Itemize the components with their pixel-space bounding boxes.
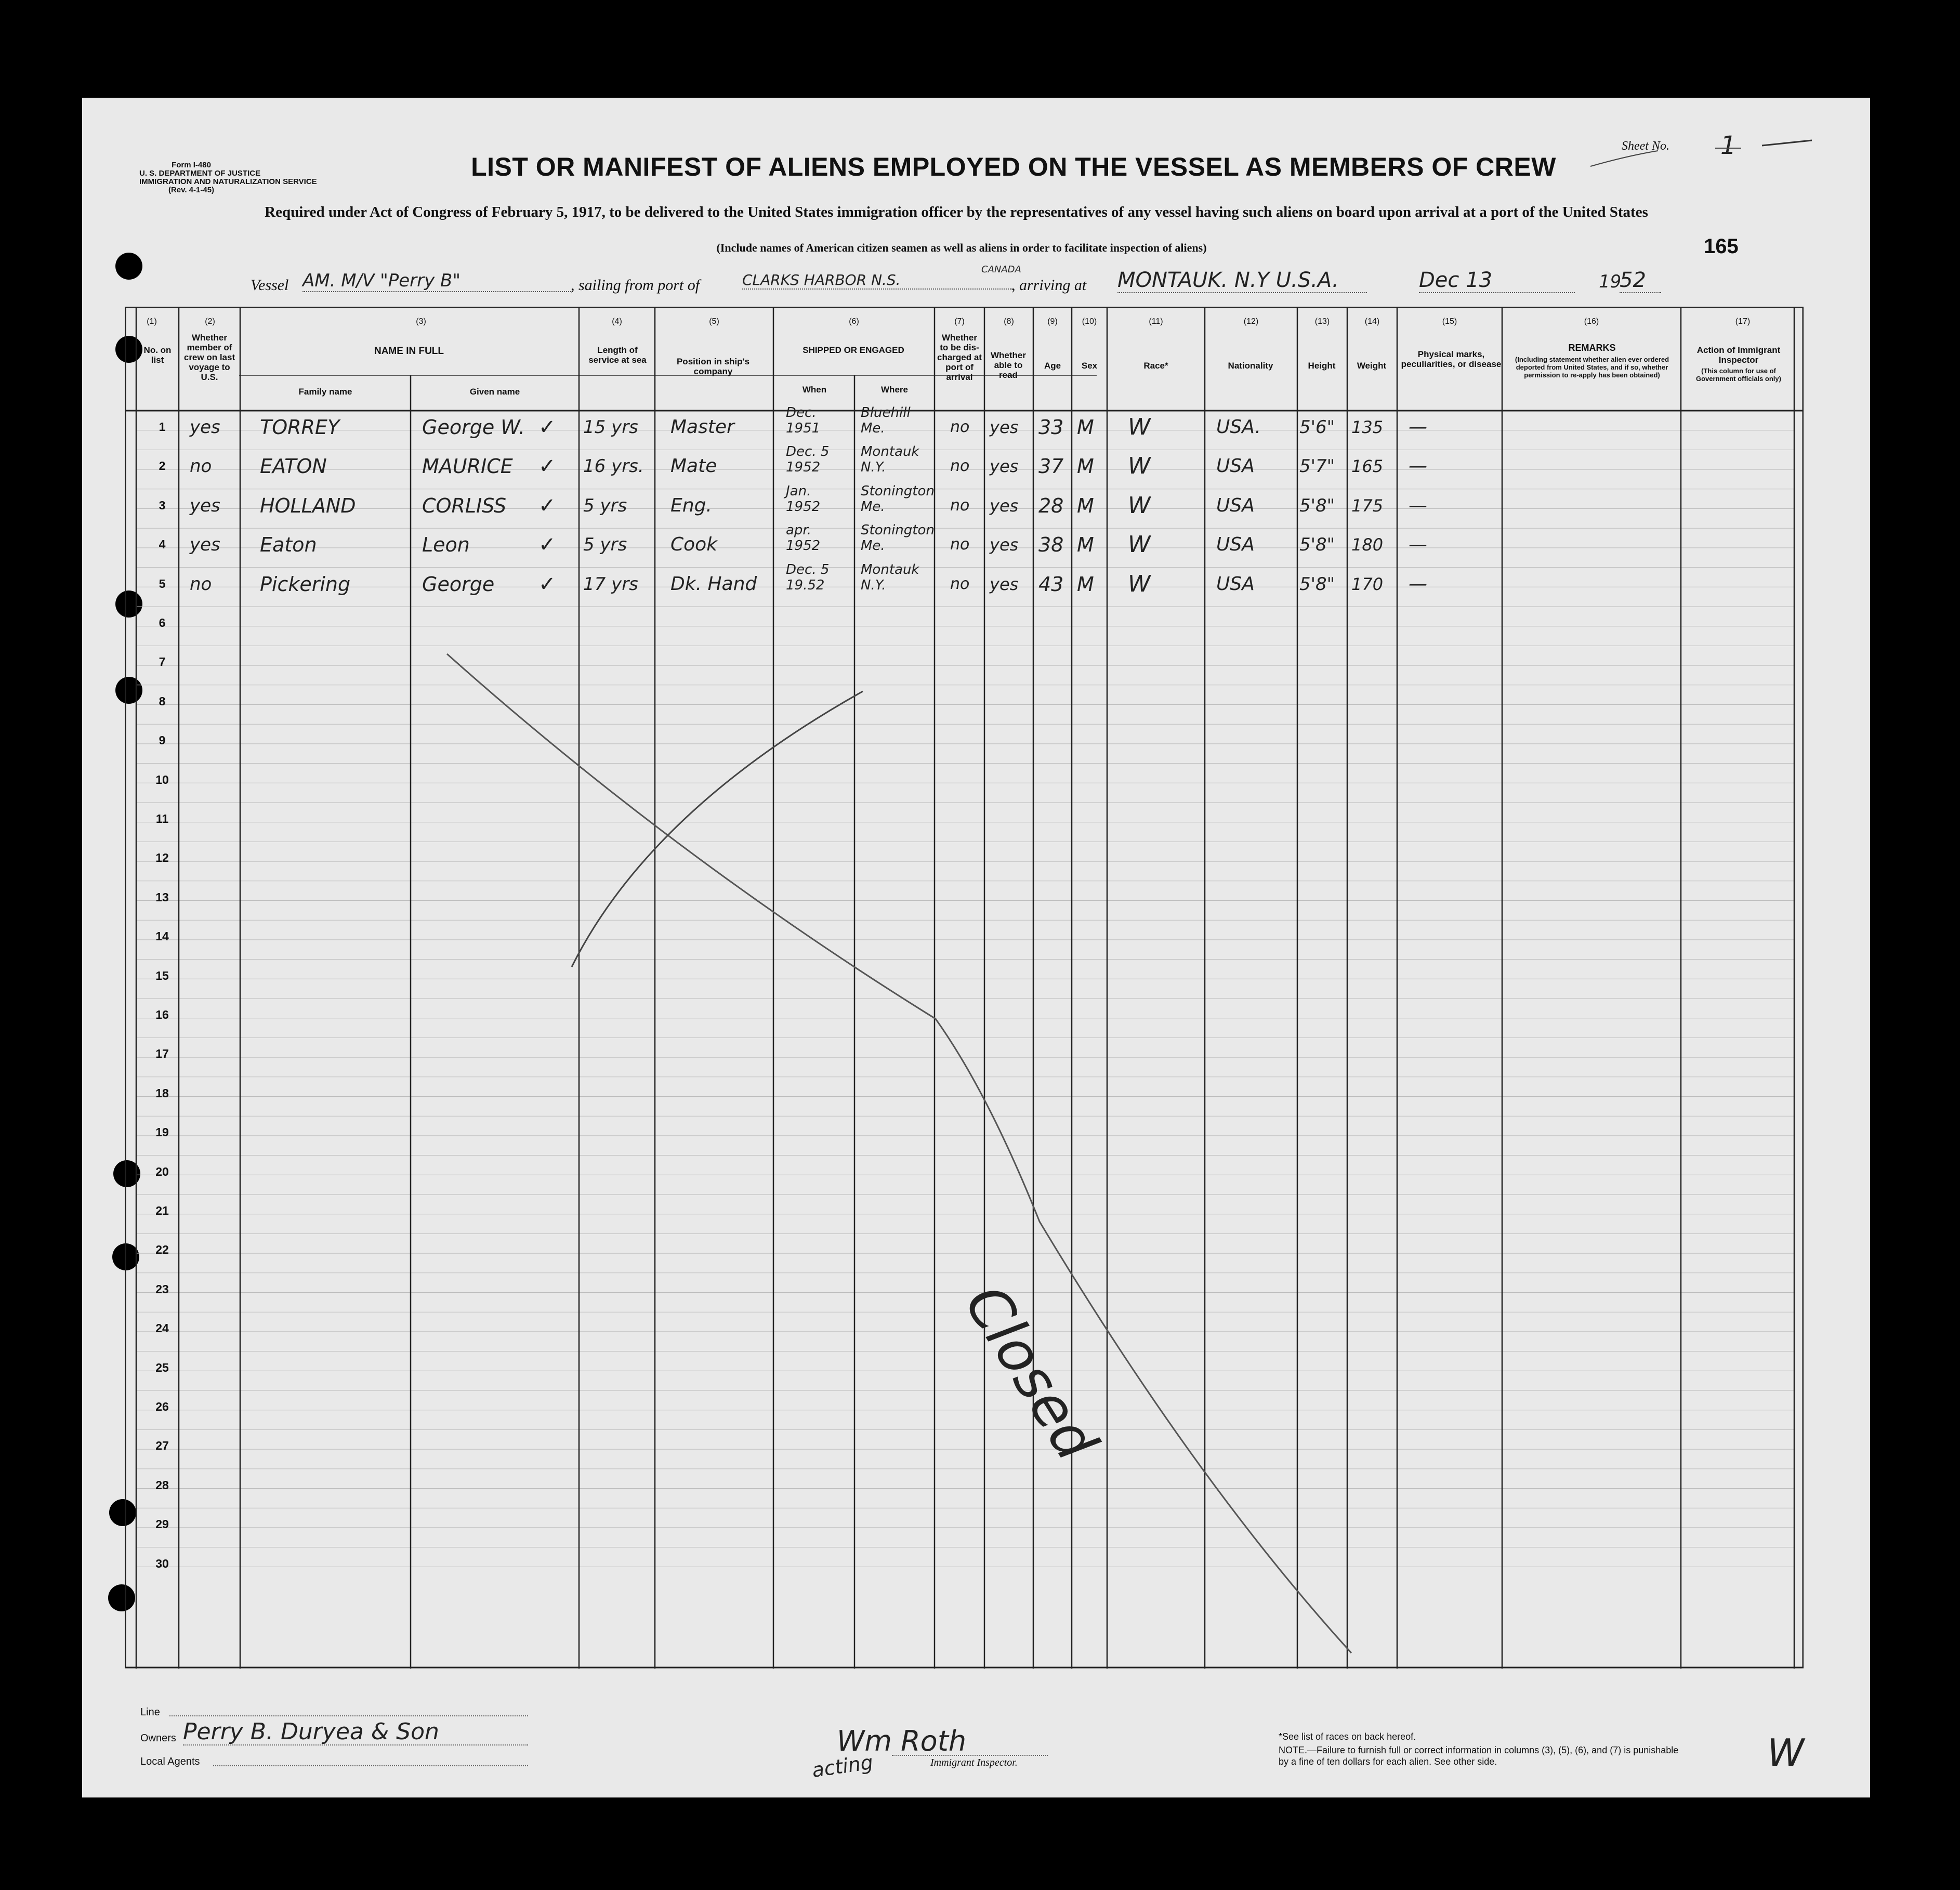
header-no-on-list: No. on list: [143, 345, 172, 365]
shipped-when-cell: Dec. 5: [786, 561, 830, 578]
shipped-when-cell: 1952: [786, 460, 821, 476]
arriving-port: MONTAUK. N.Y U.S.A.: [1117, 268, 1367, 293]
check-mark: ✓: [538, 415, 556, 439]
crew-member-cell: yes: [190, 417, 220, 438]
row-number: 1: [159, 420, 166, 434]
shipped-where-cell: Me.: [861, 538, 885, 554]
col-num-9: (9): [1047, 317, 1058, 326]
given-name-cell: CORLISS: [422, 494, 507, 517]
shipped-where-cell: N.Y.: [861, 460, 886, 476]
height-cell: 5'8": [1299, 534, 1335, 556]
header-shipped-engaged: SHIPPED OR ENGAGED: [803, 345, 904, 355]
marks-cell: —: [1409, 494, 1427, 516]
sailing-port: CLARKS HARBOR N.S.: [742, 271, 1012, 290]
header-given-name: Given name: [469, 387, 520, 397]
col-num-14: (14): [1364, 317, 1380, 326]
page-subnote: (Include names of American citizen seamen as well as aliens in order to facilitate inspection of aliens): [716, 241, 1207, 254]
punch-hole: [115, 253, 142, 280]
height-cell: 5'8": [1299, 495, 1335, 516]
row-number: 27: [155, 1439, 169, 1453]
header-remarks: REMARKS: [1568, 343, 1616, 353]
form-number: Form I-480: [172, 161, 211, 169]
sailing-label: , sailing from port of: [571, 277, 700, 294]
nationality-cell: USA: [1216, 534, 1255, 556]
header-where: Where: [881, 385, 908, 395]
shipped-where-cell: Me.: [861, 421, 885, 436]
nationality-cell: USA: [1216, 455, 1255, 477]
header-when: When: [802, 385, 827, 395]
col-num-17: (17): [1735, 317, 1751, 326]
row-number: 8: [159, 694, 166, 708]
header-name-in-full: NAME IN FULL: [374, 346, 444, 357]
page-subtitle: Required under Act of Congress of February 5, 1917, to be delivered to the United States immigration officer by the representatives of any vessel having such aliens on board upon arrival at a port of the United States: [265, 204, 1648, 220]
given-name-cell: MAURICE: [422, 455, 513, 478]
family-name-cell: Pickering: [260, 572, 351, 596]
crew-member-cell: yes: [190, 534, 220, 556]
nationality-cell: USA: [1216, 494, 1255, 516]
marks-cell: —: [1409, 534, 1427, 556]
position-cell: Cook: [670, 534, 718, 556]
row-number: 20: [155, 1164, 169, 1178]
shipped-where-cell: Stonington: [861, 483, 935, 499]
position-cell: Dk. Hand: [670, 573, 757, 595]
discharged-cell: no: [950, 496, 970, 515]
row-number: 29: [155, 1517, 169, 1531]
able-read-cell: yes: [990, 495, 1019, 516]
age-cell: 28: [1038, 494, 1064, 517]
able-read-cell: yes: [990, 574, 1019, 594]
shipped-when-cell: 1952: [786, 498, 821, 515]
service-length-cell: 17 yrs: [583, 573, 638, 595]
service-length-cell: 15 yrs: [583, 417, 638, 438]
row-number: 16: [155, 1008, 169, 1021]
form-service: IMMIGRATION AND NATURALIZATION SERVICE: [139, 177, 317, 186]
form-revision: (Rev. 4-1-45): [168, 186, 215, 194]
sheet-value: 1: [1720, 131, 1737, 160]
shipped-where-cell: Me.: [861, 498, 885, 515]
vessel-label: Vessel: [251, 277, 289, 294]
header-able-read: Whether able to read: [991, 350, 1026, 380]
height-cell: 5'8": [1299, 573, 1335, 595]
row-number: 4: [159, 537, 166, 552]
agents-field: [213, 1765, 528, 1766]
height-cell: 5'6": [1299, 417, 1335, 438]
col-num-5: (5): [709, 317, 719, 326]
discharged-cell: no: [950, 535, 970, 554]
discharged-cell: no: [950, 457, 970, 476]
shipped-when-cell: 1951: [786, 421, 821, 436]
header-remarks-note: (Including statement whether alien ever ordered deported from United States, and if so, whether permission to re-apply has been obtained): [1515, 356, 1669, 379]
check-mark: ✓: [538, 572, 556, 596]
header-action-note: (This column for use of Government officials only): [1696, 367, 1781, 383]
sex-cell: M: [1077, 572, 1094, 596]
weight-cell: 180: [1351, 535, 1384, 555]
initials-mark: W: [1767, 1731, 1805, 1775]
given-name-cell: George W.: [422, 416, 525, 439]
weight-cell: 175: [1351, 495, 1384, 516]
col-num-11: (11): [1149, 317, 1163, 326]
age-cell: 38: [1038, 533, 1064, 557]
row-number: 10: [155, 772, 169, 786]
row-number: 12: [155, 851, 169, 865]
discharged-cell: no: [950, 418, 970, 436]
header-race: Race*: [1143, 361, 1168, 371]
shipped-when-cell: 1952: [786, 538, 821, 554]
owners-label: Owners: [140, 1732, 176, 1744]
header-physical: Physical marks, peculiarities, or disease: [1401, 349, 1502, 369]
check-mark: ✓: [538, 533, 556, 557]
sex-cell: M: [1077, 416, 1094, 439]
agents-label: Local Agents: [140, 1756, 200, 1767]
line-field: [169, 1715, 528, 1716]
sheet-label: Sheet No.: [1622, 139, 1669, 153]
row-number: 5: [159, 576, 166, 590]
shipped-when-cell: Jan.: [786, 483, 811, 499]
row-number: 18: [155, 1086, 169, 1100]
shipped-where-cell: Bluehill: [861, 405, 911, 421]
position-cell: Eng.: [670, 494, 712, 516]
height-cell: 5'7": [1299, 456, 1335, 477]
marks-cell: —: [1409, 416, 1427, 438]
row-number: 15: [155, 968, 169, 982]
owners-field: [183, 1744, 528, 1745]
family-name-cell: HOLLAND: [260, 494, 356, 517]
arrival-date: Dec 13: [1419, 268, 1575, 293]
inspector-label: Immigrant Inspector.: [930, 1757, 1018, 1768]
weight-cell: 170: [1351, 574, 1384, 594]
col-num-4: (4): [612, 317, 622, 326]
family-name-cell: Eaton: [260, 533, 317, 557]
able-read-cell: yes: [990, 417, 1019, 437]
col-num-6: (6): [849, 317, 859, 326]
header-height: Height: [1308, 361, 1336, 371]
row-number: 17: [155, 1047, 169, 1061]
row-number: 14: [155, 929, 169, 943]
crew-member-cell: yes: [190, 495, 220, 516]
col-num-3: (3): [416, 317, 426, 326]
position-cell: Master: [670, 416, 734, 438]
col-num-15: (15): [1442, 317, 1457, 326]
owners-value: Perry B. Duryea & Son: [183, 1718, 439, 1745]
col-num-7: (7): [954, 317, 965, 326]
row-number: 2: [159, 459, 166, 473]
form-department: U. S. DEPARTMENT OF JUSTICE: [139, 169, 261, 178]
col-num-10: (10): [1082, 317, 1097, 326]
weight-cell: 165: [1351, 456, 1384, 477]
race-cell: W: [1128, 531, 1151, 558]
weight-cell: 135: [1351, 417, 1384, 437]
shipped-when-cell: 19.52: [786, 577, 825, 593]
row-number: 9: [159, 733, 166, 747]
inspector-acting: acting: [810, 1751, 875, 1782]
row-number: 21: [155, 1204, 169, 1217]
arriving-label: , arriving at: [1011, 277, 1087, 294]
age-cell: 37: [1038, 455, 1064, 478]
check-mark: ✓: [538, 493, 556, 518]
col-num-1: (1): [147, 317, 157, 326]
row-number: 28: [155, 1478, 169, 1492]
row-number: 30: [155, 1556, 169, 1570]
shipped-where-cell: N.Y.: [861, 577, 886, 593]
row-number: 26: [155, 1400, 169, 1413]
given-name-cell: Leon: [422, 533, 470, 557]
able-read-cell: yes: [990, 535, 1019, 555]
header-discharged: Whether to be dis-charged at port of arrival: [937, 333, 982, 382]
shipped-when-cell: Dec.: [786, 405, 817, 421]
col-num-2: (2): [205, 317, 215, 326]
header-age: Age: [1044, 361, 1061, 371]
inspector-field: [892, 1755, 1048, 1756]
nationality-cell: USA: [1216, 573, 1255, 595]
header-family-name: Family name: [298, 387, 352, 397]
row-number: 7: [159, 655, 166, 669]
line-label: Line: [140, 1707, 160, 1718]
row-number: 25: [155, 1360, 169, 1374]
col-num-12: (12): [1243, 317, 1259, 326]
position-cell: Mate: [670, 455, 717, 477]
nationality-cell: USA.: [1216, 416, 1261, 438]
marks-cell: —: [1409, 573, 1427, 595]
check-mark: ✓: [538, 454, 556, 479]
fine-note: NOTE.—Failure to furnish full or correct information in columns (3), (5), (6), and (7) is punishable by a fine of ten dollars for each alien. See other side.: [1279, 1745, 1679, 1767]
shipped-when-cell: apr.: [786, 522, 812, 539]
page-title: LIST OR MANIFEST OF ALIENS EMPLOYED ON THE VESSEL AS MEMBERS OF CREW: [471, 152, 1556, 181]
arrival-year-prefix: 19: [1599, 271, 1622, 292]
col-num-13: (13): [1314, 317, 1330, 326]
marks-cell: —: [1409, 455, 1427, 477]
header-weight: Weight: [1357, 361, 1387, 371]
header-action: Action of Immigrant Inspector: [1696, 345, 1781, 365]
sailing-country: CANADA: [981, 264, 1021, 275]
age-cell: 43: [1038, 572, 1064, 596]
header-length-service: Length of service at sea: [588, 345, 647, 365]
service-length-cell: 16 yrs.: [583, 456, 644, 477]
col-num-16: (16): [1584, 317, 1599, 326]
age-cell: 33: [1038, 416, 1064, 439]
service-length-cell: 5 yrs: [583, 534, 627, 556]
arrival-year: 52: [1620, 268, 1661, 293]
row-number: 13: [155, 890, 169, 904]
inspector-signature: Wm Roth: [837, 1725, 967, 1757]
row-number: 23: [155, 1282, 169, 1296]
service-length-cell: 5 yrs: [583, 495, 627, 516]
row-number: 19: [155, 1125, 169, 1139]
family-name-cell: EATON: [260, 455, 327, 478]
vessel-name: AM. M/V "Perry B": [302, 270, 573, 292]
race-cell: W: [1128, 570, 1151, 597]
page-number: 165: [1704, 235, 1739, 258]
crew-member-cell: no: [190, 573, 212, 595]
sex-cell: M: [1077, 494, 1094, 517]
sex-cell: M: [1077, 455, 1094, 478]
family-name-cell: TORREY: [260, 416, 340, 439]
shipped-when-cell: Dec. 5: [786, 444, 830, 460]
discharged-cell: no: [950, 574, 970, 593]
crew-member-cell: no: [190, 456, 212, 477]
form-info: [139, 161, 317, 194]
closed-mark: Closed: [952, 1274, 1110, 1472]
shipped-where-cell: Montauk: [861, 561, 919, 578]
shipped-where-cell: Stonington: [861, 522, 935, 539]
row-number: 3: [159, 498, 166, 512]
header-sex: Sex: [1081, 361, 1098, 371]
header-position: Position in ship's company: [676, 357, 750, 376]
row-number: 11: [155, 812, 169, 825]
row-number: 22: [155, 1243, 169, 1257]
given-name-cell: George: [422, 572, 495, 596]
row-number: 24: [155, 1321, 169, 1335]
sex-cell: M: [1077, 533, 1094, 557]
shipped-where-cell: Montauk: [861, 444, 919, 460]
races-note: *See list of races on back hereof.: [1279, 1731, 1416, 1742]
race-cell: W: [1128, 492, 1151, 519]
race-cell: W: [1128, 414, 1151, 440]
row-number: 6: [159, 616, 166, 629]
col-num-8: (8): [1004, 317, 1014, 326]
header-nationality: Nationality: [1228, 361, 1273, 371]
header-member-crew: Whether member of crew on last voyage to U.S.: [183, 333, 235, 382]
able-read-cell: yes: [990, 456, 1019, 477]
race-cell: W: [1128, 453, 1151, 480]
